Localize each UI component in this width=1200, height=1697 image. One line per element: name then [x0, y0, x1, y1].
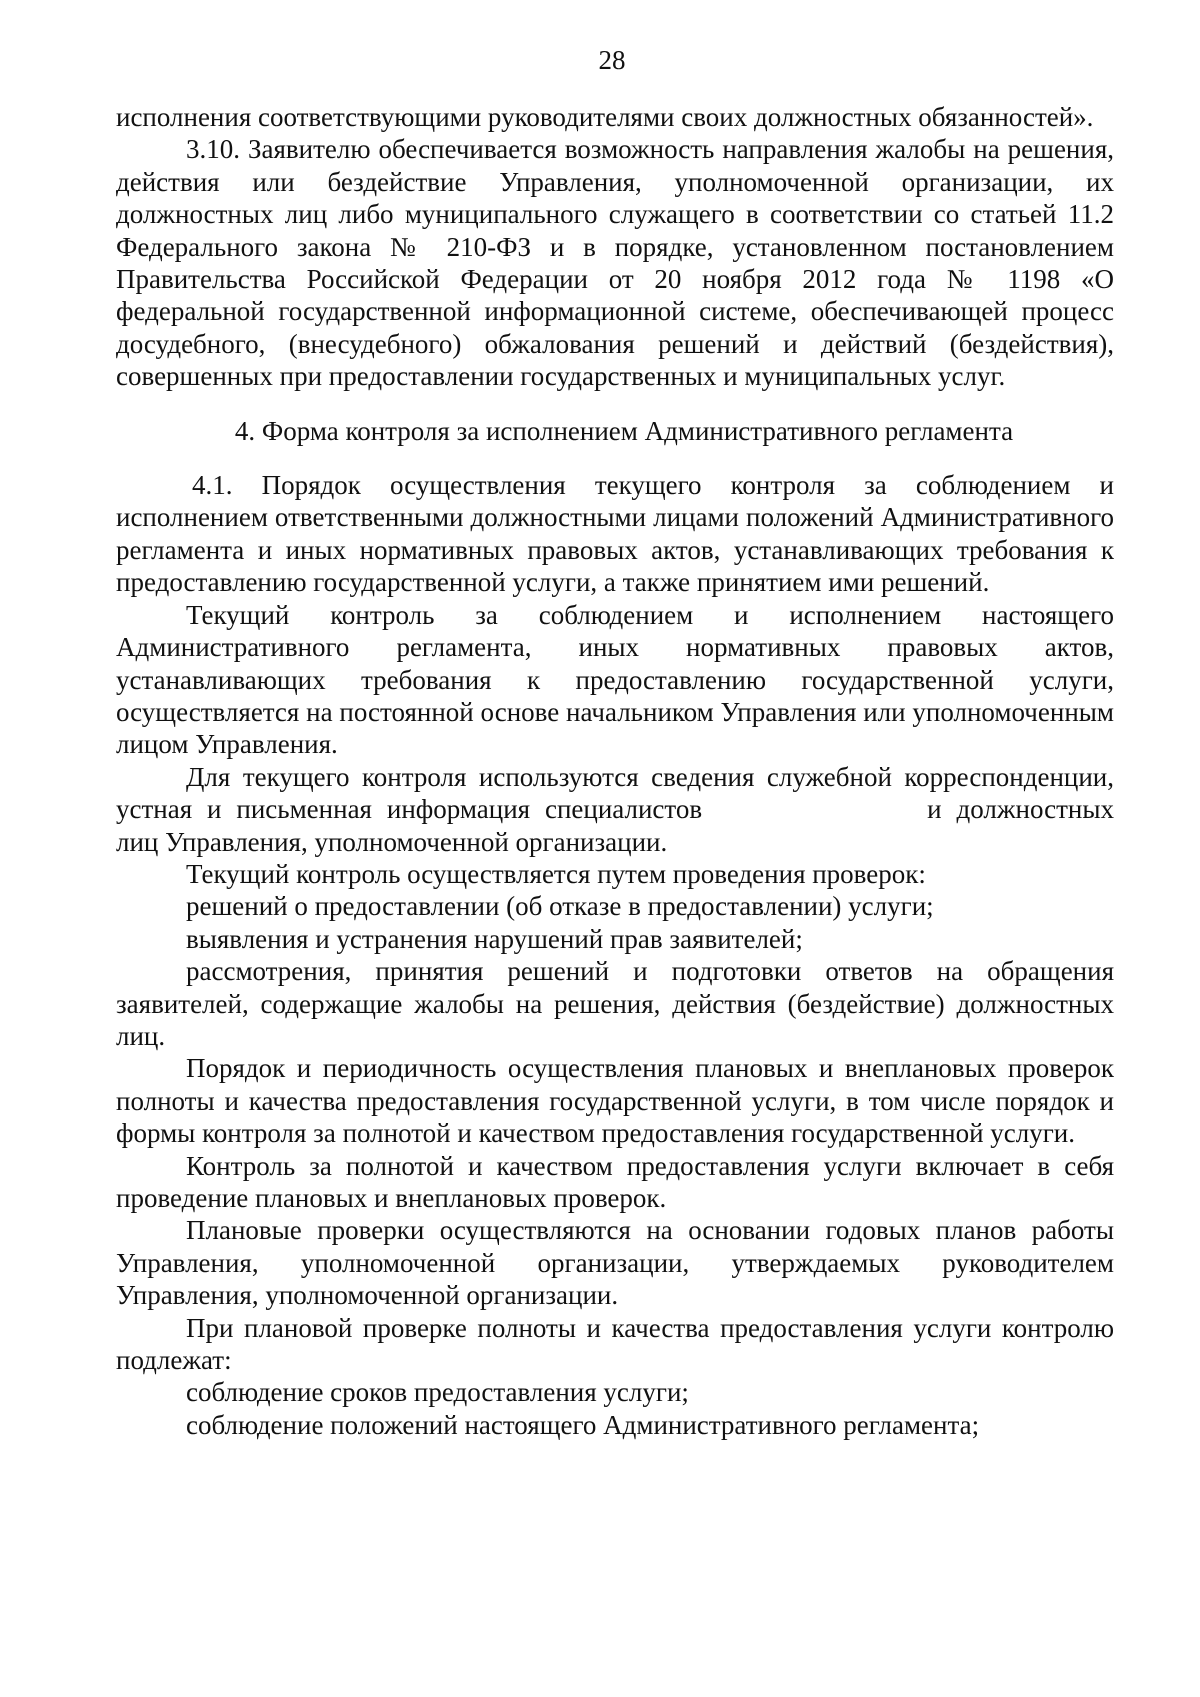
- page-number: 28: [598, 45, 626, 75]
- paragraph-continuation: исполнения соответствующими руководителями своих должностных обязанностей».: [116, 102, 1094, 132]
- list-item-decisions: решений о предоставлении (об отказе в предоставлении) услуги;: [186, 891, 934, 922]
- paragraph-inspections-intro: Текущий контроль осуществляется путем проведения проверок:: [186, 858, 926, 889]
- paragraph-inspection-frequency: Порядок и периодичность осуществления плановых и внеплановых проверок полноты и качества предоставления государственной услуги, в том числе порядок и формы контроля за полнотой и качеством предоставления государственной услуги.: [116, 1053, 1114, 1149]
- list-item-regulation-compliance: соблюдение положений настоящего Административного регламента;: [186, 1409, 980, 1440]
- list-item-violations: выявления и устранения нарушений прав заявителей;: [186, 923, 803, 954]
- paragraph-4-1: 4.1. Порядок осуществления текущего контроля за соблюдением и исполнением ответственными должностными лицами положений Административного регламента и иных нормативных правовых актов, устанавливающих требования к предоставлению государственной услуги, а также принятием ими решений.: [116, 470, 1114, 598]
- paragraph-planned-inspections: Плановые проверки осуществляются на основании годовых планов работы Управления, уполномоченной организации, утверждаемых руководителем Управления, уполномоченной организации.: [116, 1215, 1114, 1311]
- paragraph-control-sources-part-1: Для текущего контроля используются сведения служебной корреспонденции, устная и письменная информация специалистов: [116, 761, 1114, 825]
- paragraph-subject-to-control: При плановой проверке полноты и качества предоставления услуги контролю подлежат:: [116, 1312, 1114, 1376]
- paragraph-3-10: 3.10. Заявителю обеспечивается возможность направления жалобы на решения, действия или бездействие Управления, уполномоченной организации, их должностных лиц либо муниципального служащего в соответствии со статьей 11.2 Федерального закона № 210-ФЗ и в порядке, установленном постановлением Правительства Российской Федерации от 20 ноября 2012 года № 1198 «О федеральной государственной информационной системе, обеспечивающей процесс досудебного, (внесудебного) обжалования решений и действий (бездействия), совершенных при предоставлении государственных и муниципальных услуг.: [116, 134, 1114, 392]
- paragraph-quality-control: Контроль за полнотой и качеством предоставления услуги включает в себя проведение плановых и внеплановых проверок.: [116, 1150, 1114, 1213]
- list-item-complaints: рассмотрения, принятия решений и подготовки ответов на обращения заявителей, содержащие жалобы на решения, действия (бездействие) должностных лиц.: [116, 956, 1114, 1051]
- paragraph-control-sources: [116, 761, 1114, 858]
- document-body: [116, 101, 1114, 1441]
- list-item-deadlines: соблюдение сроков предоставления услуги;: [186, 1377, 689, 1408]
- paragraph-control-sources-part-2: и должностных лиц Управления, уполномоченной организации.: [116, 794, 1114, 857]
- section-heading-4: 4. Форма контроля за исполнением Административного регламента: [234, 415, 1014, 446]
- paragraph-current-control: Текущий контроль за соблюдением и исполнением настоящего Административного регламента, иных нормативных правовых актов, устанавливающих требования к предоставлению государственной услуги, осуществляется на постоянной основе начальником Управления или уполномоченным лицом Управления.: [116, 599, 1114, 760]
